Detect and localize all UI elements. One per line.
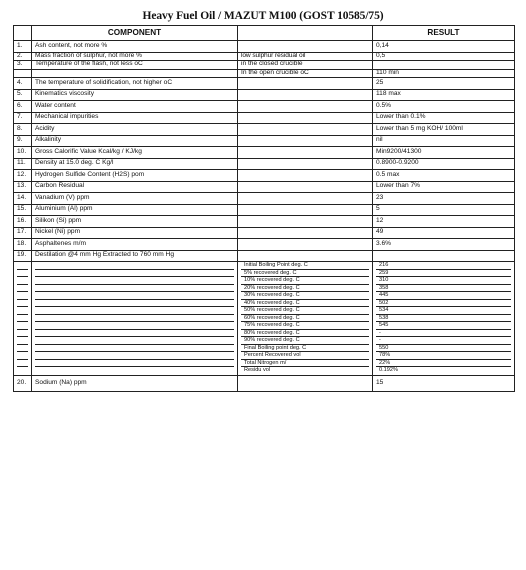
row-result: 0.8900-0.9200 — [373, 158, 515, 170]
row-component: Sodium (Na) ppm — [32, 375, 238, 391]
row-result: Lower than 0.1% — [373, 112, 515, 124]
row-number: 10. — [14, 147, 32, 159]
table-row — [14, 158, 515, 170]
row-condition — [238, 78, 373, 90]
row-component: Silikon (Si) ppm — [32, 216, 238, 228]
row-component: Temperature of the flash, not less oC — [32, 61, 238, 70]
row-component: Carbon Residual — [32, 181, 238, 193]
row-number: 8. — [14, 124, 32, 136]
distillation-label: 75% recovered deg. C — [241, 322, 369, 330]
row-number: 16. — [14, 216, 32, 228]
row-result: Min9200/41300 — [373, 147, 515, 159]
row-component: Water content — [32, 101, 238, 113]
row-result: 110 min — [373, 69, 515, 78]
distillation-block-row — [14, 262, 515, 376]
row-result: 118 max — [373, 89, 515, 101]
row-component: Asphaltenes m/m — [32, 239, 238, 251]
row-number: 15. — [14, 204, 32, 216]
row-condition — [238, 227, 373, 239]
table-row — [14, 216, 515, 228]
distillation-label: 60% recovered deg. C — [241, 315, 369, 323]
distillation-value: 545 — [376, 322, 511, 330]
table-row — [14, 375, 515, 391]
row-result: 0,14 — [373, 41, 515, 53]
header-component: COMPONENT — [32, 26, 238, 41]
distillation-value: 22% — [376, 360, 511, 368]
table-row — [14, 147, 515, 159]
row-result: 0.5 max — [373, 170, 515, 182]
row-number: 7. — [14, 112, 32, 124]
distillation-value: 78% — [376, 352, 511, 360]
row-component: Nickel (Ni) ppm — [32, 227, 238, 239]
row-condition — [238, 375, 373, 391]
row-number: 20. — [14, 375, 32, 391]
row-number: 5. — [14, 89, 32, 101]
row-result — [373, 61, 515, 70]
table-row — [14, 78, 515, 90]
row-condition — [238, 41, 373, 53]
table-header-row — [14, 26, 515, 41]
row-condition — [238, 181, 373, 193]
row-number: 14. — [14, 193, 32, 205]
row-number — [14, 69, 32, 78]
spec-table — [13, 25, 515, 392]
distillation-label: 40% recovered deg. C — [241, 300, 369, 308]
table-row — [14, 69, 515, 78]
distillation-no-column — [14, 262, 32, 376]
row-number: 6. — [14, 101, 32, 113]
header-result: RESULT — [373, 26, 515, 41]
distillation-values — [373, 262, 515, 376]
row-component: Mechanical impurities — [32, 112, 238, 124]
row-component: Hydrogen Sulfide Content (H2S) pom — [32, 170, 238, 182]
row-result: 23 — [373, 193, 515, 205]
distillation-label: 30% recovered deg. C — [241, 292, 369, 300]
row-condition — [238, 193, 373, 205]
row-condition — [238, 89, 373, 101]
row-component: The temperature of solidification, not higher oC — [32, 78, 238, 90]
table-row — [14, 124, 515, 136]
distillation-labels — [238, 262, 373, 376]
distillation-value: 0.192% — [379, 367, 398, 373]
row-result: 25 — [373, 78, 515, 90]
table-row — [14, 112, 515, 124]
row-component: Destilation @4 mm Hg Extracted to 760 mm Hg — [32, 250, 238, 262]
distillation-label: Residu vol — [244, 367, 271, 373]
row-condition — [238, 147, 373, 159]
distillation-label: Initial Boiling Point deg. C — [241, 262, 369, 270]
distillation-value: 550 — [376, 345, 511, 353]
table-row — [14, 181, 515, 193]
table-row — [14, 239, 515, 251]
distillation-value: 259 — [376, 270, 511, 278]
row-condition — [238, 250, 373, 262]
row-result: 15 — [373, 375, 515, 391]
row-result: 12 — [373, 216, 515, 228]
distillation-name-column — [32, 262, 238, 376]
table-row — [14, 41, 515, 53]
distillation-label: Final Boiling point deg. C — [241, 345, 369, 353]
row-number: 11. — [14, 158, 32, 170]
row-result — [373, 250, 515, 262]
row-component: Density at 15.0 deg. C Kg/l — [32, 158, 238, 170]
row-result: nil — [373, 135, 515, 147]
table-row — [14, 250, 515, 262]
distillation-value: 216 — [376, 262, 511, 270]
row-result: 5 — [373, 204, 515, 216]
table-row — [14, 61, 515, 70]
condition-text: low sulphur residual oil — [241, 52, 306, 59]
row-component — [32, 69, 238, 78]
distillation-value: 310 — [376, 277, 511, 285]
distillation-value: - — [376, 337, 511, 345]
distillation-value: 538 — [376, 315, 511, 323]
table-row — [14, 101, 515, 113]
table-row — [14, 193, 515, 205]
row-condition — [238, 124, 373, 136]
row-component: Acidity — [32, 124, 238, 136]
row-component: Vanadium (V) ppm — [32, 193, 238, 205]
row-result: 3.6% — [373, 239, 515, 251]
table-row — [14, 227, 515, 239]
row-condition — [238, 204, 373, 216]
row-result: 0,5 — [373, 52, 515, 61]
table-row — [14, 89, 515, 101]
row-number: 2. — [14, 52, 32, 61]
row-condition — [238, 52, 373, 61]
row-number: 9. — [14, 135, 32, 147]
row-component: Gross Calorific Value Kcal/kg / KJ/kg — [32, 147, 238, 159]
row-number: 4. — [14, 78, 32, 90]
row-condition: in the closed crucible — [238, 61, 373, 70]
row-number: 1. — [14, 41, 32, 53]
distillation-value: - — [376, 330, 511, 338]
table-row — [14, 204, 515, 216]
distillation-label: 80% recovered deg. C — [241, 330, 369, 338]
distillation-value: 534 — [376, 307, 511, 315]
row-number: 19. — [14, 250, 32, 262]
distillation-value: 445 — [376, 292, 511, 300]
distillation-label: 5% recovered deg. C — [241, 270, 369, 278]
row-condition — [238, 170, 373, 182]
row-result: 0.5% — [373, 101, 515, 113]
distillation-label: 90% recovered deg. C — [241, 337, 369, 345]
row-component: Ash content, not more % — [32, 41, 238, 53]
table-row — [14, 52, 515, 61]
row-component: Alkalinity — [32, 135, 238, 147]
row-number: 13. — [14, 181, 32, 193]
row-number: 12. — [14, 170, 32, 182]
distillation-value: 358 — [376, 285, 511, 293]
row-number: 17. — [14, 227, 32, 239]
header-condition — [238, 26, 373, 41]
row-component: Kinematics viscosity — [32, 89, 238, 101]
distillation-label: 10% recovered deg. C — [241, 277, 369, 285]
row-condition — [238, 239, 373, 251]
row-result: 49 — [373, 227, 515, 239]
document-title: Heavy Fuel Oil / MAZUT M100 (GOST 10585/75) — [142, 10, 384, 22]
row-condition — [238, 101, 373, 113]
row-condition — [238, 135, 373, 147]
distillation-label: 20% recovered deg. C — [241, 285, 369, 293]
header-no — [14, 26, 32, 41]
table-row — [14, 135, 515, 147]
row-result: Lower than 7% — [373, 181, 515, 193]
distillation-label: Percent Recovered vol — [241, 352, 369, 360]
row-condition — [238, 112, 373, 124]
row-component: Mass fraction of sulphur, not more % — [32, 52, 238, 61]
distillation-label: 50% recovered deg. C — [241, 307, 369, 315]
row-condition: In the open crucible oC — [238, 69, 373, 78]
table-row — [14, 170, 515, 182]
row-result: Lower than 5 mg KOH/ 100ml — [373, 124, 515, 136]
row-number: 18. — [14, 239, 32, 251]
row-component: Aluminium (Al) ppm — [32, 204, 238, 216]
distillation-value: 502 — [376, 300, 511, 308]
distillation-label: Total Nitrogen m/ — [241, 360, 369, 368]
row-condition — [238, 216, 373, 228]
row-condition — [238, 158, 373, 170]
row-number: 3. — [14, 61, 32, 70]
